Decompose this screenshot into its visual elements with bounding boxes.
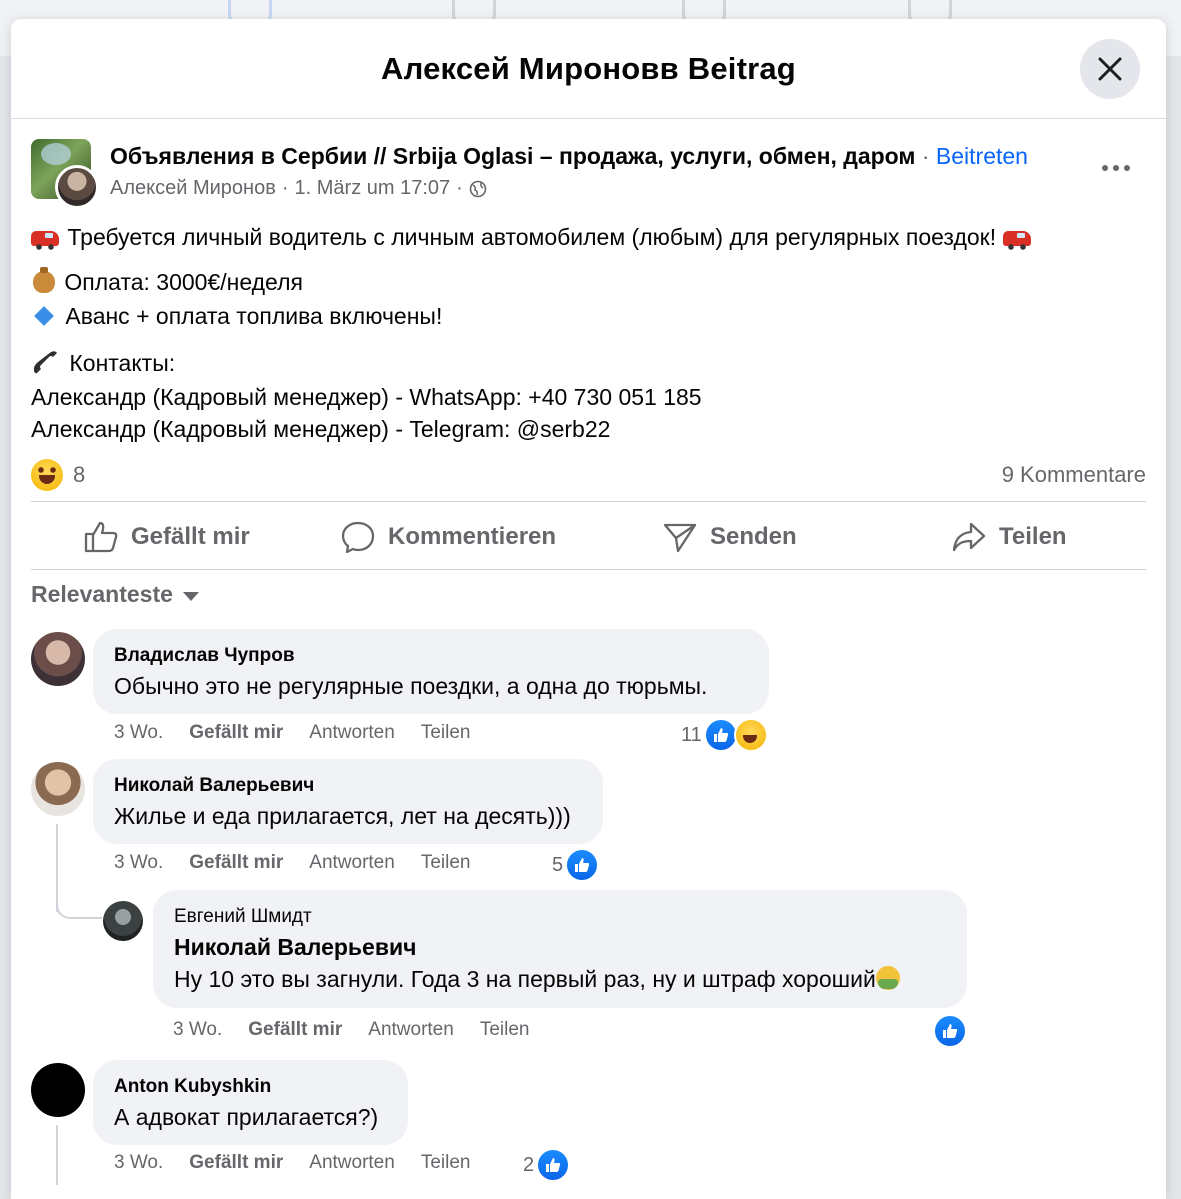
thread-line [56, 1125, 58, 1185]
like-reaction-icon [536, 1148, 570, 1182]
comments-count-link[interactable]: 9 Kommentare [1001, 462, 1146, 487]
commenter-name[interactable]: Евгений Шмидт [174, 906, 312, 927]
reaction-count: 5 [552, 853, 564, 876]
comment-reactions[interactable] [523, 1148, 570, 1182]
comment-bubble-icon [340, 520, 376, 554]
comment-actions [114, 852, 470, 874]
more-dot-icon [1124, 165, 1130, 171]
post-reactions[interactable] [31, 459, 85, 491]
share-button[interactable] [951, 519, 1067, 555]
avatar[interactable] [31, 632, 85, 686]
divider [31, 501, 1146, 502]
comment-text: А адвокат прилагается?) [114, 1104, 379, 1130]
share-label: Teilen [999, 523, 1067, 550]
comment-share-link[interactable]: Teilen [420, 722, 471, 743]
comment-bubble [93, 1060, 408, 1145]
comment-text [174, 966, 900, 993]
comment-like-link[interactable]: Gefällt mir [189, 722, 284, 743]
modal-header [11, 19, 1166, 119]
comment-actions [114, 1152, 470, 1174]
reaction-count: 8 [73, 462, 86, 487]
group-name-link[interactable]: Объявления в Сербии // Srbija Oglasi – продажа, услуги, обмен, даром [110, 143, 916, 169]
modal-title: Алексей Мироновв Beitrag [381, 51, 796, 86]
like-button[interactable] [83, 519, 250, 555]
blue-diamond-emoji-icon [34, 306, 54, 326]
comment-bubble [93, 629, 769, 714]
comment-like-link[interactable]: Gefällt mir [189, 1152, 284, 1173]
comment-sort-dropdown[interactable] [31, 581, 199, 608]
post-date-link[interactable]: 1. März um 17:07 [294, 177, 451, 199]
post-text: Требуется личный водитель с личным автомобилем (любым) для регулярных поездок! [67, 224, 997, 250]
sort-label: Relevanteste [31, 581, 173, 607]
join-group-link[interactable]: Beitreten [935, 143, 1028, 169]
post-text-line [31, 267, 303, 297]
send-icon [662, 520, 698, 554]
comment-bubble [93, 759, 603, 844]
post-text-line [31, 301, 442, 331]
comment-reply-link[interactable]: Antworten [309, 1152, 395, 1173]
post-text-line: Александр (Кадровый менеджер) - Telegram: @serb22 [31, 416, 611, 442]
comment-bubble [153, 890, 967, 1008]
comment-actions [173, 1019, 529, 1041]
comment-reply-link[interactable]: Antworten [309, 852, 395, 873]
send-label: Senden [710, 523, 797, 550]
comment-share-link[interactable]: Teilen [420, 1152, 471, 1173]
close-icon [1097, 56, 1123, 82]
facepalm-emoji-icon [876, 966, 900, 990]
car-emoji-icon [1003, 231, 1031, 246]
car-emoji-icon [31, 231, 59, 246]
post-text: Оплата: 3000€/неделя [64, 269, 303, 295]
comment-actions [114, 722, 470, 744]
globe-icon [469, 180, 487, 198]
commenter-name[interactable]: Владислав Чупров [114, 645, 295, 666]
share-arrow-icon [951, 520, 987, 554]
separator-dot: · [456, 177, 463, 199]
post-text: Аванс + оплата топлива включены! [65, 303, 443, 329]
haha-reaction-icon [734, 718, 768, 752]
comment-button[interactable] [340, 519, 556, 555]
comment-share-link[interactable]: Teilen [479, 1019, 530, 1040]
group-name-line [110, 143, 1028, 170]
post-modal [11, 19, 1166, 1199]
comment-reply-link[interactable]: Antworten [309, 722, 395, 743]
money-bag-emoji-icon [33, 271, 55, 293]
comment-time[interactable]: 3 Wo. [114, 852, 164, 873]
post-text-line [31, 348, 175, 378]
comment-reply-link[interactable]: Antworten [368, 1019, 454, 1040]
author-avatar[interactable] [55, 165, 99, 209]
haha-reaction-icon [31, 459, 63, 491]
post-author-link[interactable]: Алексей Миронов [110, 177, 276, 199]
like-label: Gefällt mir [131, 523, 250, 550]
comment-like-link[interactable]: Gefällt mir [248, 1019, 343, 1040]
comment-reactions[interactable] [931, 1014, 967, 1048]
telephone-emoji-icon [31, 349, 61, 375]
comment-like-link[interactable]: Gefällt mir [189, 852, 284, 873]
avatar[interactable] [31, 762, 85, 816]
comment-text: Обычно это не регулярные поездки, а одна до тюрьмы. [114, 673, 708, 699]
divider [31, 569, 1146, 570]
commenter-name[interactable]: Anton Kubyshkin [114, 1076, 272, 1097]
comment-label: Kommentieren [388, 523, 557, 550]
comment-share-link[interactable]: Teilen [420, 852, 471, 873]
close-button[interactable] [1080, 39, 1140, 99]
reaction-count: 2 [523, 1153, 535, 1176]
post-text: Контакты: [69, 350, 176, 376]
comment-reactions[interactable] [681, 718, 768, 752]
separator-dot: · [921, 143, 930, 169]
like-reaction-icon [565, 848, 599, 882]
post-options-button[interactable] [1096, 153, 1136, 183]
mention-link[interactable]: Николай Валерьевич [174, 934, 417, 960]
avatar[interactable] [103, 901, 143, 941]
thumbs-up-icon [83, 520, 119, 554]
more-dot-icon [1113, 165, 1119, 171]
commenter-name[interactable]: Николай Валерьевич [114, 775, 315, 796]
like-reaction-icon [704, 718, 738, 752]
avatar[interactable] [31, 1063, 85, 1117]
comment-time[interactable]: 3 Wo. [173, 1019, 223, 1040]
send-button[interactable] [662, 519, 797, 555]
post-text-line [31, 222, 1033, 252]
like-reaction-icon [933, 1014, 967, 1048]
separator-dot: · [281, 177, 289, 199]
comment-text-body: Ну 10 это вы загнули. Года 3 на первый раз, ну и штраф хороший [174, 966, 876, 992]
comment-reactions[interactable] [552, 848, 599, 882]
post-meta [110, 177, 487, 200]
thread-connector [56, 889, 102, 919]
comment-time[interactable]: 3 Wo. [114, 722, 164, 743]
post-text-line: Александр (Кадровый менеджер) - WhatsApp: +40 730 051 185 [31, 384, 702, 410]
comment-time[interactable]: 3 Wo. [114, 1152, 164, 1173]
comment-text: Жилье и еда прилагается, лет на десять))) [114, 803, 571, 829]
caret-down-icon [183, 592, 199, 601]
more-dot-icon [1102, 165, 1108, 171]
reaction-count: 11 [681, 723, 702, 746]
